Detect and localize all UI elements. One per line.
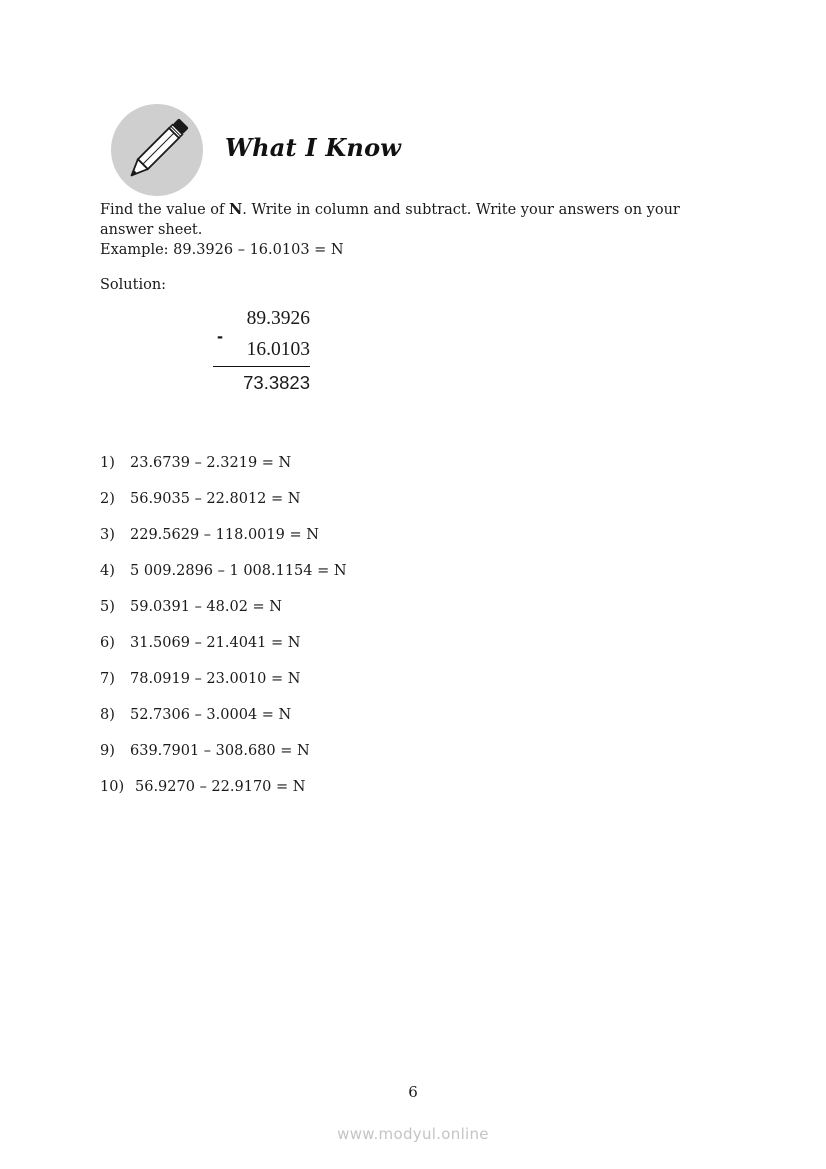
- problem-number: 5): [100, 599, 115, 615]
- problem-number: 3): [100, 527, 115, 543]
- problem-item: [100, 671, 347, 707]
- minus-sign: -: [217, 326, 223, 346]
- solution-subtrahend: 16.0103: [246, 339, 310, 360]
- problem-item: [100, 779, 347, 815]
- problem-number: 6): [100, 635, 115, 651]
- problem-item: [100, 455, 347, 491]
- problem-number: 10): [100, 779, 125, 795]
- problem-text: 31.5069 – 21.4041 = N: [130, 635, 301, 651]
- problem-number: 1): [100, 455, 115, 471]
- problem-text: 56.9035 – 22.8012 = N: [130, 491, 301, 507]
- problem-number: 8): [100, 707, 115, 723]
- pencil-icon: [111, 104, 203, 196]
- problem-text: 639.7901 – 308.680 = N: [130, 743, 310, 759]
- solution-label: Solution:: [100, 277, 167, 293]
- page-number: 6: [408, 1083, 418, 1101]
- problem-number: 4): [100, 563, 115, 579]
- problem-list: [100, 455, 347, 815]
- problem-text: 229.5629 – 118.0019 = N: [130, 527, 319, 543]
- instruction-rest: . Write in column and subtract. Write your answers on your answer sheet.: [100, 202, 680, 238]
- problem-item: [100, 599, 347, 635]
- instruction-lead: Find the value of: [100, 202, 229, 218]
- section-title: What I Know: [225, 133, 402, 162]
- problem-item: [100, 707, 347, 743]
- problem-text: 78.0919 – 23.0010 = N: [130, 671, 301, 687]
- variable-n: N: [229, 201, 243, 218]
- pencil-icon-badge: [111, 104, 203, 196]
- solution-minuend: 89.3926: [246, 308, 310, 329]
- problem-item: [100, 743, 347, 779]
- problem-text: 5 009.2896 – 1 008.1154 = N: [130, 563, 347, 579]
- problem-text: 59.0391 – 48.02 = N: [130, 599, 282, 615]
- problem-item: [100, 527, 347, 563]
- problem-text: 56.9270 – 22.9170 = N: [135, 779, 306, 795]
- problem-item: [100, 635, 347, 671]
- example-line: Example: 89.3926 – 16.0103 = N: [100, 242, 344, 258]
- problem-item: [100, 563, 347, 599]
- watermark: www.modyul.online: [337, 1125, 489, 1143]
- problem-text: 52.7306 – 3.0004 = N: [130, 707, 292, 723]
- problem-number: 9): [100, 743, 115, 759]
- instruction-text: [100, 200, 720, 240]
- subtraction-line: [213, 366, 310, 367]
- problem-number: 7): [100, 671, 115, 687]
- problem-text: 23.6739 – 2.3219 = N: [130, 455, 292, 471]
- problem-item: [100, 491, 347, 527]
- solution-difference: 73.3823: [243, 372, 310, 393]
- problem-number: 2): [100, 491, 115, 507]
- instructions: [100, 200, 720, 260]
